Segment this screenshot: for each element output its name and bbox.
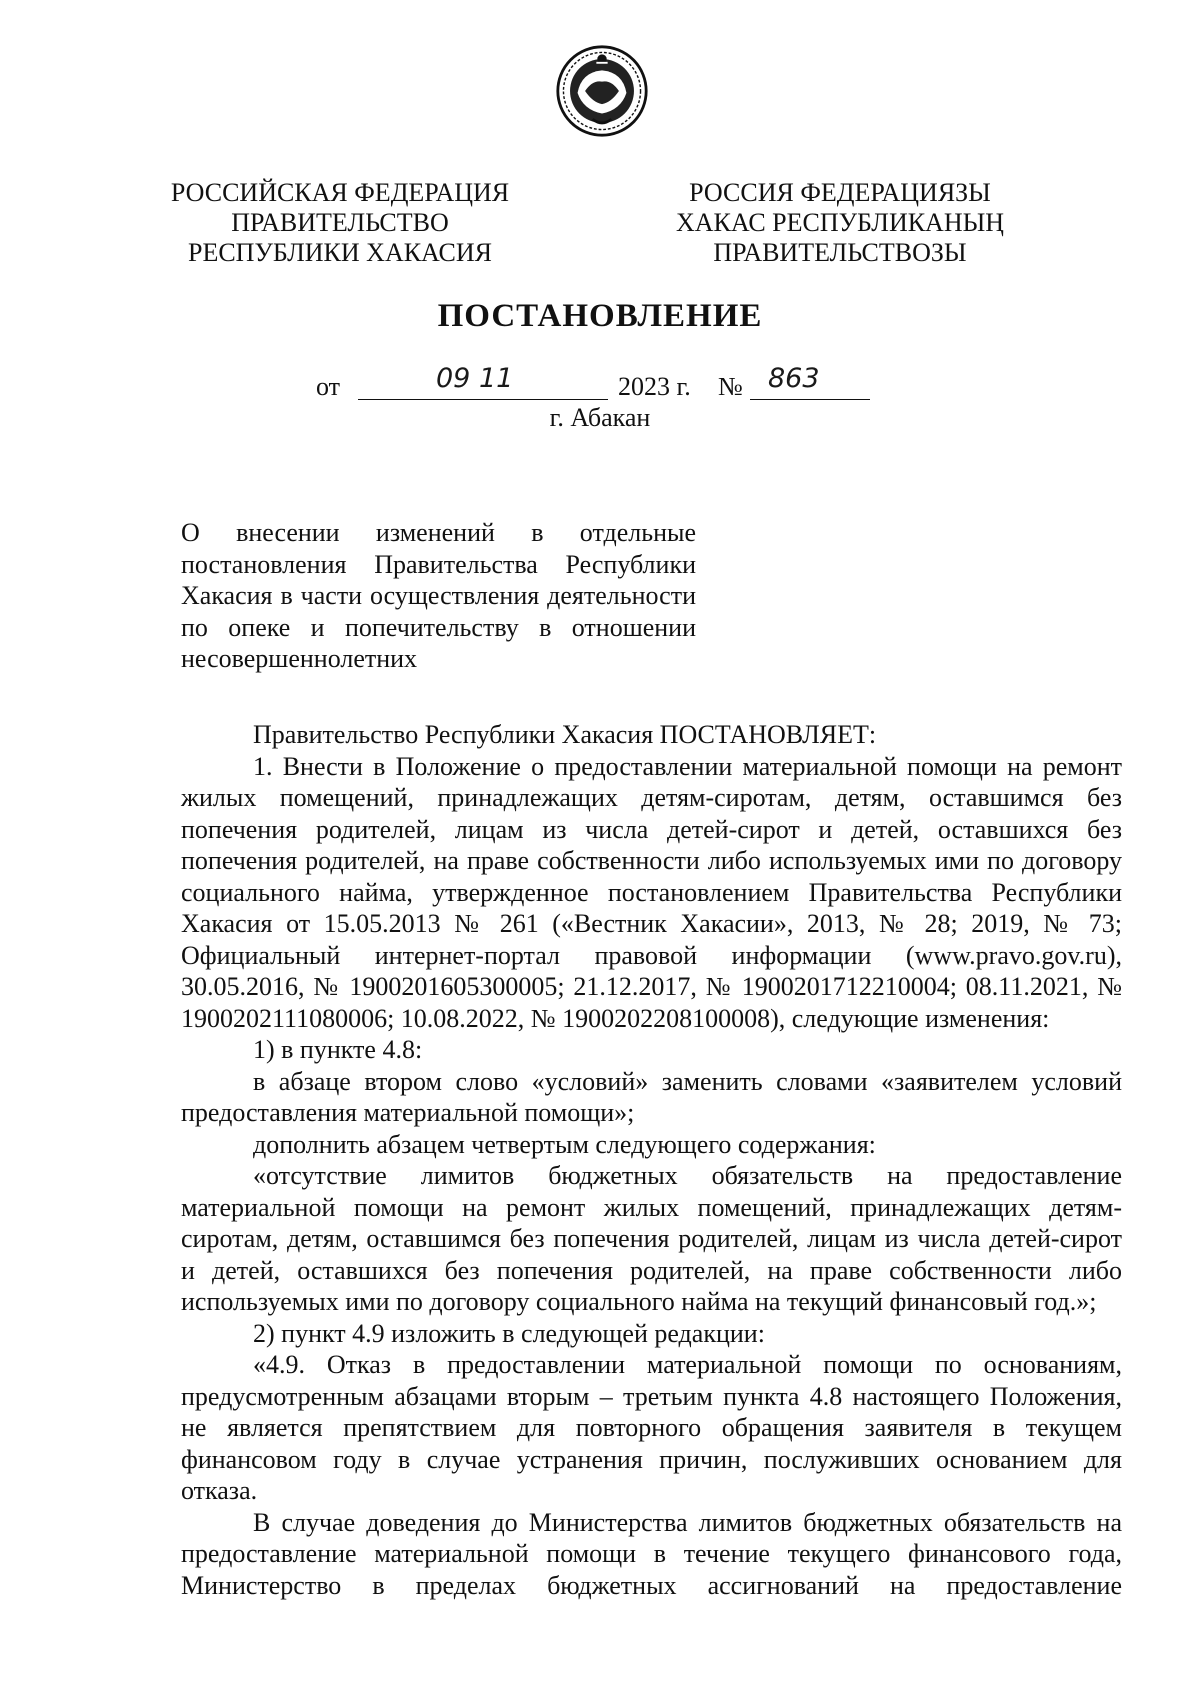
from-label: от [316, 372, 341, 401]
city-text: г. Абакан [549, 403, 651, 432]
header-left-line: ПРАВИТЕЛЬСТВО [231, 208, 449, 237]
paragraph: В случае доведения до Министерства лимитов бюджетных обязательств на предоставление материальной помощи в течение текущего финансового года, Министерство в пределах бюджетных ассигнований на предоставление [181, 1507, 1122, 1600]
paragraph: 1) в пункте 4.8: [253, 1035, 423, 1064]
header-right-block [660, 178, 1020, 268]
paragraph: в абзаце втором слово «условий» заменить словами «заявителем условий предоставления материальной помощи»; [181, 1066, 1122, 1127]
document-title: ПОСТАНОВЛЕНИЕ [437, 298, 763, 334]
paragraph: «отсутствие лимитов бюджетных обязательств на предоставление материальной помощи на ремонт жилых помещений, принадлежащих детям-сиротам, детям, оставшимся без попечения родителей, лицам из числа детей-сирот и детей, оставшихся без попечения родителей, на праве собственности либо используемых ими по договору социального найма на текущий финансовый год.»; [181, 1161, 1122, 1316]
paragraph: 1. Внести в Положение о предоставлении материальной помощи на ремонт жилых помещений, принадлежащих детям-сиротам, детям, оставшимся без попечения родителей, лицам из числа детей-сирот и детей, оставшихся без попечения родителей, на праве собственности либо используемых ими по договору социального найма, утвержденное постановлением Правительства Республики Хакасия от 15.05.2013 № 261 («Вестник Хакасии», 2013, № 28; 2019, № 73; Официальный интернет-портал правовой информации (www.pravo.gov.ru), 30.05.2016, № 1900201605300005; 21.12.2017, № 1900201712210004; 08.11.2021, № 1900202111080006; 10.08.2022, № 1900202208100008), следующие изменения: [181, 751, 1122, 1033]
number-underline [750, 399, 870, 400]
number-label: № [718, 372, 743, 401]
date-underline [358, 399, 608, 400]
header-left-block [160, 178, 520, 268]
paragraph: «4.9. Отказ в предоставлении материальной помощи по основаниям, предусмотренным абзацами вторым – третьим пункта 4.8 настоящего Положения, не является препятствием для повторного обращения заявителя в текущем финансовом году в случае устранения причин, послуживших основанием для отказа. [181, 1350, 1122, 1505]
handwritten-date: 09 11 [436, 363, 514, 394]
handwritten-number: 863 [768, 363, 820, 394]
paragraph: 2) пункт 4.9 изложить в следующей редакции: [253, 1318, 765, 1348]
header-right-line: РОССИЯ ФЕДЕРАЦИЯЗЫ [689, 178, 991, 207]
year-label: 2023 г. [618, 372, 691, 401]
header-right-line: ПРАВИТЕЛЬСТВОЗЫ [713, 238, 967, 267]
paragraph: Правительство Республики Хакасия ПОСТАНОВЛЯЕТ: [253, 720, 877, 749]
document-subject: О внесении изменений в отдельные постановления Правительства Республики Хакасия в части осуществления деятельности по опеке и попечительству в отношении несовершеннолетних [181, 518, 696, 673]
header-left-line: РОССИЙСКАЯ ФЕДЕРАЦИЯ [170, 178, 510, 207]
header-right-line: ХАКАС РЕСПУБЛИКАНЫҢ [675, 208, 1005, 237]
paragraph: дополнить абзацем четвертым следующего содержания: [253, 1129, 876, 1159]
coat-of-arms-emblem [555, 44, 649, 138]
city-label [0, 403, 1200, 433]
document-body [181, 719, 1122, 1601]
header-left-line: РЕСПУБЛИКИ ХАКАСИЯ [187, 238, 492, 267]
